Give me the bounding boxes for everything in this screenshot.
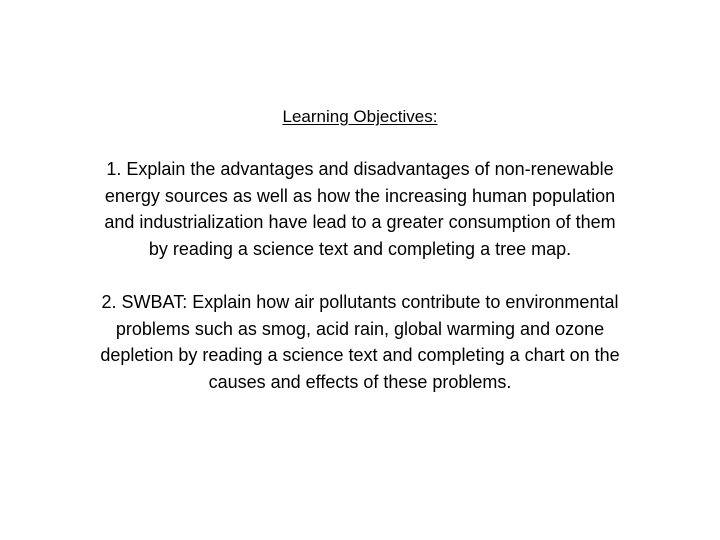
objective-1-line-3: and industrialization have lead to a greater consumption of them bbox=[104, 212, 616, 232]
objective-1-line-1: 1. Explain the advantages and disadvantages of non-renewable bbox=[106, 159, 614, 179]
objective-1-line-4: by reading a science text and completing a tree map. bbox=[148, 238, 572, 259]
objective-2-line-2: problems such as smog, acid rain, global warming and ozone bbox=[115, 318, 605, 339]
objectives-list bbox=[60, 156, 660, 395]
objective-2 bbox=[60, 289, 660, 395]
objective-2-line-4: causes and effects of these problems. bbox=[208, 371, 512, 392]
learning-objectives-heading: Learning Objectives: bbox=[282, 107, 438, 126]
objective-2-line-3: depletion by reading a science text and completing a chart on the bbox=[100, 345, 620, 365]
objective-1 bbox=[60, 156, 660, 262]
objective-1-line-2: energy sources as well as how the increasing human population bbox=[104, 185, 616, 206]
objective-2-line-1: 2. SWBAT: Explain how air pollutants contribute to environmental bbox=[101, 292, 619, 312]
